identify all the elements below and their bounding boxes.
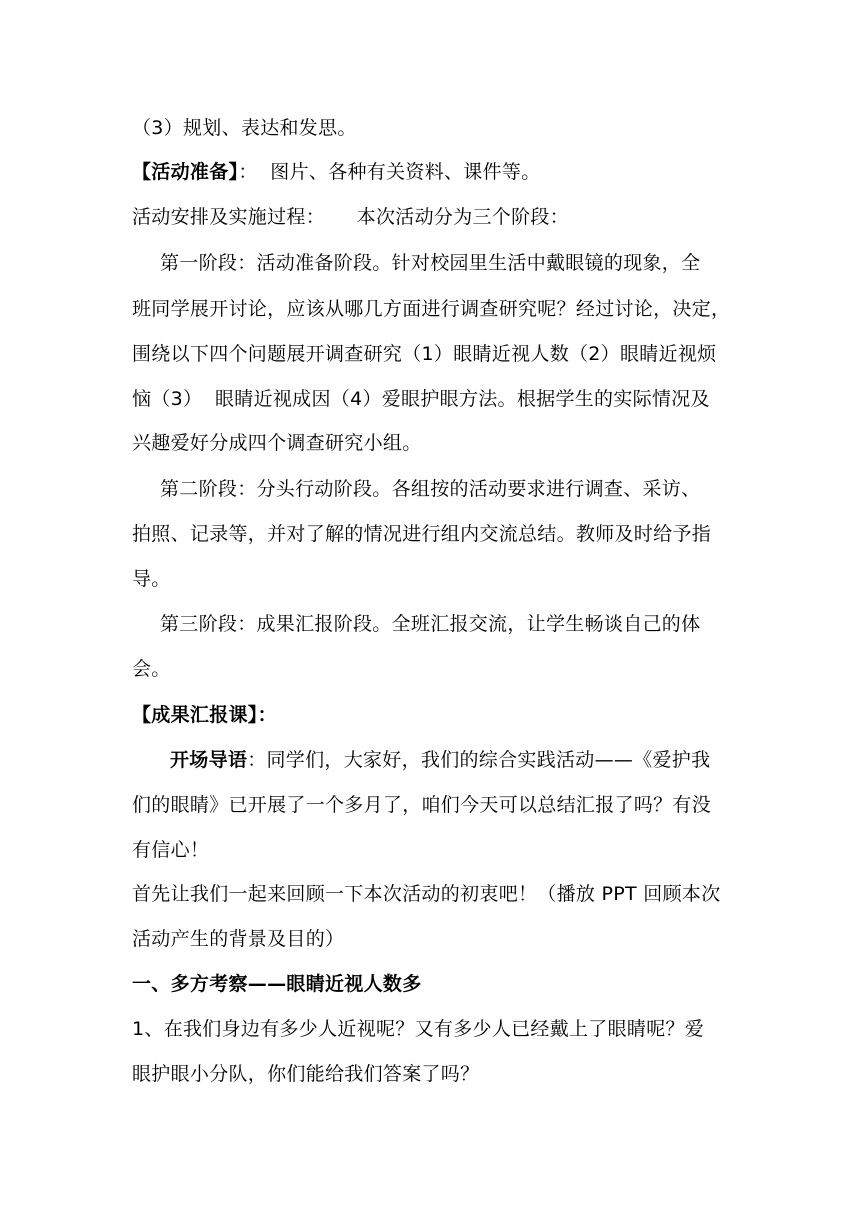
stage1-line-5: 兴趣爱好分成四个调查研究小组。 (132, 432, 422, 454)
opening-text-1: ：同学们，大家好，我们的综合实践活动——《爱护我 (247, 749, 711, 771)
opening-label: 开场导语 (170, 749, 248, 771)
section-1-title: 一、多方考察——眼睛近视人数多 (132, 973, 422, 995)
question-1-line-1: 1、在我们身边有多少人近视呢？又有多少人已经戴上了眼睛呢？爱 (132, 1018, 705, 1040)
activity-prep-colon: ： (238, 161, 258, 183)
stage3-line-2: 会。 (132, 658, 171, 680)
stage2-line-3: 导。 (132, 568, 171, 590)
review-line-1: 首先让我们一起来回顾一下本次活动的初衷吧！（播放 PPT 回顾本次 (132, 883, 721, 905)
question-1-line-2: 眼护眼小分队，你们能给我们答案了吗？ (132, 1063, 480, 1085)
stage1-line-3: 围绕以下四个问题展开调查研究（1）眼睛近视人数（2）眼睛近视烦 (132, 343, 717, 365)
stage2-line-2: 拍照、记录等，并对了解的情况进行组内交流总结。教师及时给予指 (132, 523, 712, 545)
opening-line-1 (170, 746, 710, 774)
activity-prep-label: 【活动准备】 (132, 161, 239, 183)
report-heading: 【成果汇报课】： (132, 704, 277, 726)
review-line-2: 活动产生的背景及目的） (132, 928, 345, 950)
stage2-line-1: 第二阶段：分头行动阶段。各组按的活动要求进行调查、采访、 (160, 478, 701, 500)
arrangement-line: 活动安排及实施过程： 本次活动分为三个阶段： (132, 206, 569, 228)
activity-prep-text: 图片、各种有关资料、课件等。 (257, 161, 541, 183)
goal-item-3: （3）规划、表达和发思。 (132, 117, 357, 139)
stage1-line-1: 第一阶段：活动准备阶段。针对校园里生活中戴眼镜的现象，全 (160, 252, 701, 274)
opening-line-3: 有信心！ (132, 839, 210, 861)
stage1-line-2: 班同学展开讨论，应该从哪几方面进行调查研究呢？经过讨论，决定， (132, 298, 731, 320)
activity-prep-line (132, 158, 541, 186)
stage3-line-1: 第三阶段：成果汇报阶段。全班汇报交流，让学生畅谈自己的体 (160, 613, 701, 635)
stage1-line-4: 恼（3） 眼睛近视成因（4）爱眼护眼方法。根据学生的实际情况及 (132, 388, 710, 410)
opening-line-2: 们的眼睛》已开展了一个多月了，咱们今天可以总结汇报了吗？有没 (132, 794, 712, 816)
